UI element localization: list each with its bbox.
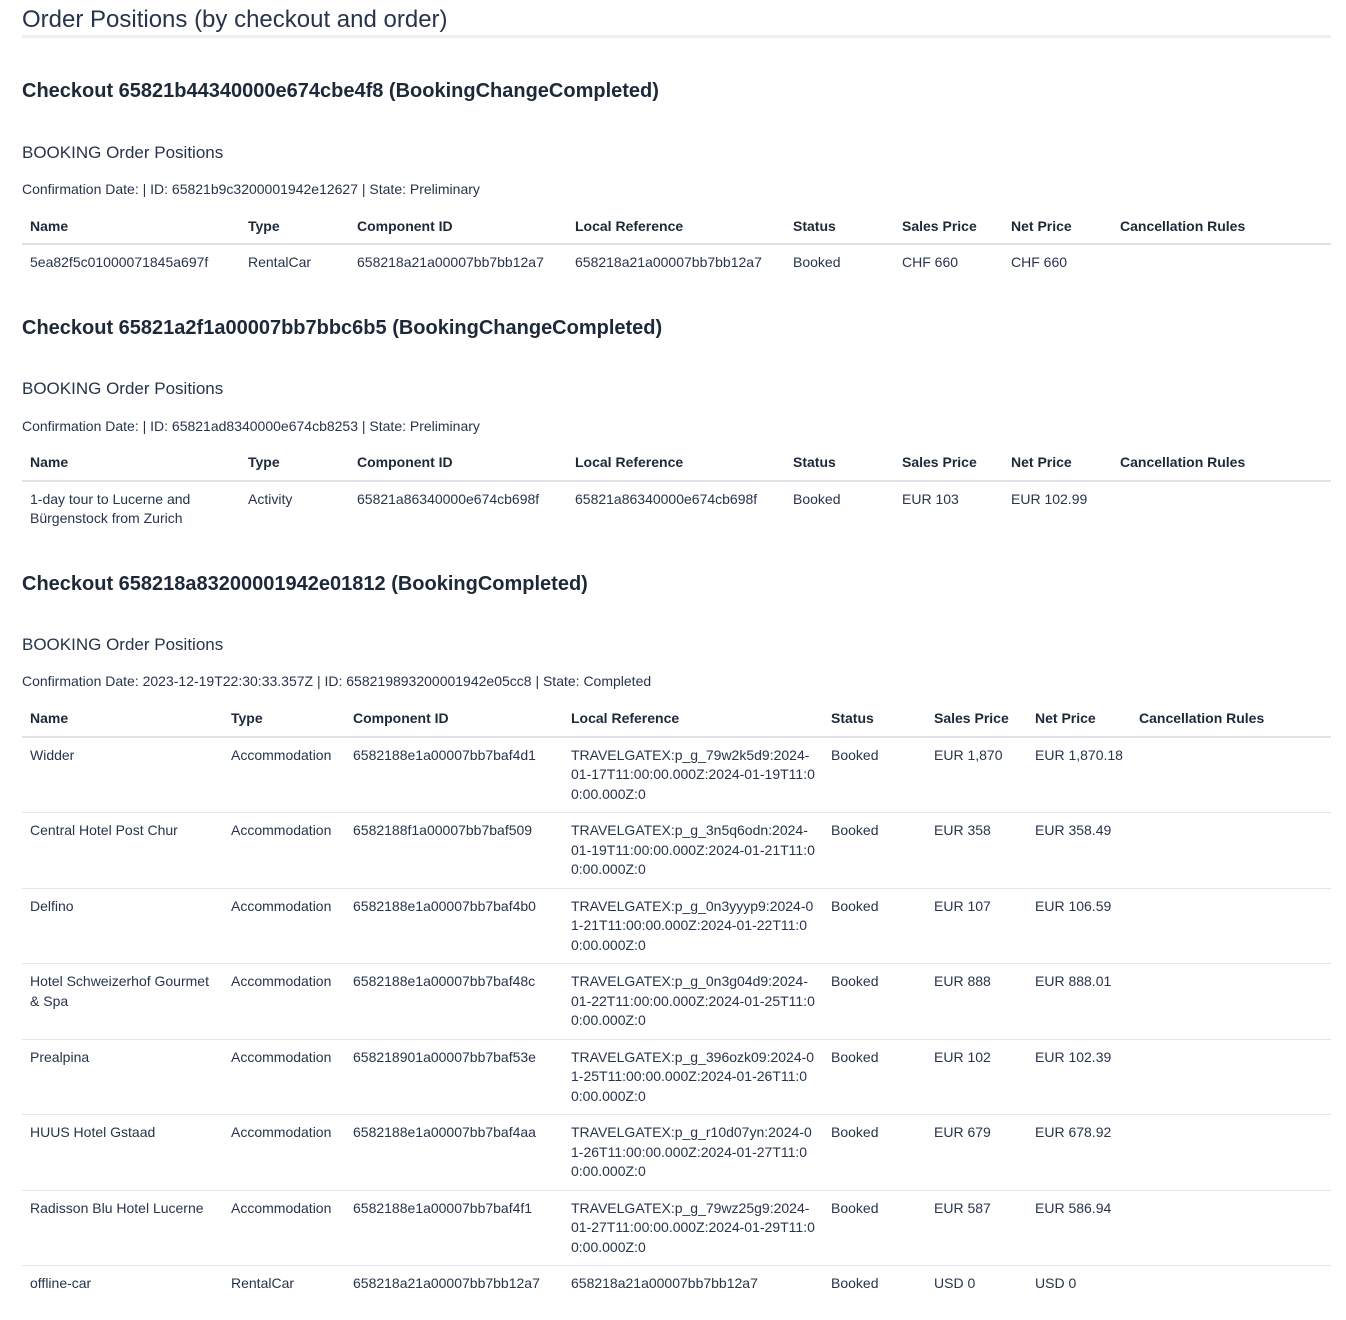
table-row: [22, 481, 1331, 537]
cell-cancellation-rules: [1112, 481, 1331, 537]
cell-status: Booked: [823, 1190, 926, 1266]
cell-component-id: 658218a21a00007bb7bb12a7: [353, 1275, 540, 1291]
cell-cancellation-rules: [1131, 737, 1331, 813]
cell-name: Delfino: [22, 888, 223, 964]
cell-name: Prealpina: [22, 1039, 223, 1115]
column-header-net-price: Net Price: [1003, 445, 1112, 481]
checkout-title: Checkout 65821b44340000e674cbe4f8 (BookingChangeCompleted): [22, 80, 659, 102]
column-header-name: Name: [22, 701, 223, 737]
cell-name: Radisson Blu Hotel Lucerne: [22, 1190, 223, 1266]
table-row: [22, 244, 1331, 281]
table-row: [22, 737, 1331, 813]
cell-cancellation-rules: [1131, 888, 1331, 964]
cell-component-id: 6582188e1a00007bb7baf48c: [345, 964, 563, 1040]
confirmation-meta: Confirmation Date: | ID: 65821ad8340000e674cb8253 | State: Preliminary: [22, 417, 480, 434]
cell-status: Booked: [823, 964, 926, 1040]
cell-local-reference: TRAVELGATEX:p_g_79wz25g9:2024-01-27T11:00:00.000Z:2024-01-29T11:00:00.000Z:0: [563, 1190, 823, 1266]
cell-sales-price: EUR 107: [926, 888, 1027, 964]
column-header-cancellation-rules: Cancellation Rules: [1112, 445, 1331, 481]
cell-local-reference: 65821a86340000e674cb698f: [575, 490, 758, 507]
cell-status: Booked: [823, 1115, 926, 1191]
cell-name: HUUS Hotel Gstaad: [22, 1115, 223, 1191]
cell-status: Booked: [793, 490, 841, 507]
cell-type: Accommodation: [223, 1190, 345, 1266]
table-row: [22, 1266, 1331, 1302]
column-header-component-id: Component ID: [349, 445, 567, 481]
cell-net-price: EUR 1,870.18: [1027, 737, 1131, 813]
column-header-cancellation-rules: Cancellation Rules: [1112, 208, 1331, 244]
cell-type: Accommodation: [223, 1115, 345, 1191]
cell-cancellation-rules: [1131, 1039, 1331, 1115]
cell-sales-price: USD 0: [934, 1275, 976, 1291]
cell-local-reference: TRAVELGATEX:p_g_0n3yyyp9:2024-01-21T11:00:00.000Z:2024-01-22T11:00:00.000Z:0: [563, 888, 823, 964]
cell-name: Central Hotel Post Chur: [22, 813, 223, 889]
checkout-section: [22, 537, 1331, 1302]
cell-sales-price: EUR 1,870: [926, 737, 1027, 813]
column-header-status: Status: [785, 208, 894, 244]
cell-net-price: USD 0: [1035, 1275, 1077, 1291]
booking-section-title: BOOKING Order Positions: [22, 378, 224, 398]
cell-component-id: 6582188e1a00007bb7baf4f1: [345, 1190, 563, 1266]
cell-name: Hotel Schweizerhof Gourmet & Spa: [22, 964, 223, 1040]
cell-status: Booked: [793, 254, 841, 270]
order-positions-table: [22, 701, 1331, 1302]
table-row: [22, 1190, 1331, 1266]
cell-local-reference: TRAVELGATEX:p_g_3n5q6odn:2024-01-19T11:00:00.000Z:2024-01-21T11:00:00.000Z:0: [563, 813, 823, 889]
cell-component-id: 6582188e1a00007bb7baf4d1: [345, 737, 563, 813]
order-positions-table: [22, 208, 1331, 281]
column-header-type: Type: [240, 445, 349, 481]
cell-sales-price: EUR 679: [926, 1115, 1027, 1191]
cell-status: Booked: [823, 813, 926, 889]
cell-sales-price: EUR 358: [926, 813, 1027, 889]
confirmation-meta: Confirmation Date: | ID: 65821b9c3200001942e12627 | State: Preliminary: [22, 181, 480, 197]
cell-name: 1-day tour to Lucerne and Bürgenstock from Zurich: [30, 490, 191, 526]
checkout-section: [22, 38, 1331, 281]
cell-sales-price: EUR 587: [926, 1190, 1027, 1266]
cell-type: Accommodation: [223, 888, 345, 964]
table-row: [22, 888, 1331, 964]
cell-net-price: EUR 102.39: [1027, 1039, 1131, 1115]
column-header-sales-price: Sales Price: [894, 445, 1003, 481]
cell-type: Accommodation: [223, 1039, 345, 1115]
column-header-type: Type: [223, 701, 345, 737]
cell-cancellation-rules: [1112, 244, 1331, 281]
cell-net-price: EUR 102.99: [1011, 490, 1088, 507]
column-header-type: Type: [240, 208, 349, 244]
cell-type: Accommodation: [223, 737, 345, 813]
column-header-local-reference: Local Reference: [567, 208, 785, 244]
cell-cancellation-rules: [1131, 1190, 1331, 1266]
table-row: [22, 813, 1331, 889]
cell-sales-price: EUR 888: [926, 964, 1027, 1040]
cell-type: RentalCar: [248, 254, 312, 270]
cell-status: Booked: [823, 737, 926, 813]
table-row: [22, 964, 1331, 1040]
cell-local-reference: 658218a21a00007bb7bb12a7: [571, 1275, 758, 1291]
cell-component-id: 658218901a00007bb7baf53e: [345, 1039, 563, 1115]
cell-sales-price: EUR 103: [902, 490, 959, 507]
column-header-local-reference: Local Reference: [563, 701, 823, 737]
cell-local-reference: TRAVELGATEX:p_g_396ozk09:2024-01-25T11:00:00.000Z:2024-01-26T11:00:00.000Z:0: [563, 1039, 823, 1115]
checkout-title: Checkout 65821a2f1a00007bb7bbc6b5 (BookingChangeCompleted): [22, 316, 663, 339]
cell-name: offline-car: [30, 1275, 92, 1291]
cell-name: 5ea82f5c01000071845a697f: [30, 254, 209, 270]
column-header-status: Status: [785, 445, 894, 481]
cell-net-price: EUR 106.59: [1027, 888, 1131, 964]
table-header-row: [22, 208, 1331, 244]
cell-net-price: CHF 660: [1011, 254, 1068, 270]
cell-status: Booked: [831, 1275, 879, 1291]
table-row: [22, 1115, 1331, 1191]
column-header-component-id: Component ID: [345, 701, 563, 737]
checkout-section: [22, 281, 1331, 537]
cell-local-reference: TRAVELGATEX:p_g_79w2k5d9:2024-01-17T11:00:00.000Z:2024-01-19T11:00:00.000Z:0: [563, 737, 823, 813]
cell-cancellation-rules: [1131, 813, 1331, 889]
table-row: [22, 1039, 1331, 1115]
column-header-net-price: Net Price: [1003, 208, 1112, 244]
cell-type: Accommodation: [223, 813, 345, 889]
cell-net-price: EUR 358.49: [1027, 813, 1131, 889]
cell-type: RentalCar: [231, 1275, 295, 1291]
cell-net-price: EUR 888.01: [1027, 964, 1131, 1040]
table-header-row: [22, 701, 1331, 737]
cell-status: Booked: [823, 888, 926, 964]
cell-component-id: 6582188e1a00007bb7baf4aa: [345, 1115, 563, 1191]
cell-status: Booked: [823, 1039, 926, 1115]
column-header-sales-price: Sales Price: [926, 701, 1027, 737]
page-title: Order Positions (by checkout and order): [22, 0, 1331, 38]
column-header-cancellation-rules: Cancellation Rules: [1131, 701, 1331, 737]
confirmation-meta: Confirmation Date: 2023-12-19T22:30:33.357Z | ID: 658219893200001942e05cc8 | State: Completed: [22, 672, 652, 689]
cell-sales-price: CHF 660: [902, 254, 959, 270]
cell-cancellation-rules: [1131, 1266, 1331, 1302]
column-header-local-reference: Local Reference: [567, 445, 785, 481]
cell-component-id: 6582188e1a00007bb7baf4b0: [345, 888, 563, 964]
cell-local-reference: TRAVELGATEX:p_g_r10d07yn:2024-01-26T11:00:00.000Z:2024-01-27T11:00:00.000Z:0: [563, 1115, 823, 1191]
column-header-name: Name: [22, 208, 240, 244]
checkout-title: Checkout 658218a83200001942e01812 (BookingCompleted): [22, 572, 588, 595]
order-positions-table: [22, 445, 1331, 537]
column-header-status: Status: [823, 701, 926, 737]
cell-local-reference: 658218a21a00007bb7bb12a7: [575, 254, 762, 270]
cell-type: Activity: [248, 490, 293, 507]
cell-type: Accommodation: [223, 964, 345, 1040]
cell-cancellation-rules: [1131, 964, 1331, 1040]
cell-sales-price: EUR 102: [926, 1039, 1027, 1115]
booking-section-title: BOOKING Order Positions: [22, 634, 224, 654]
cell-component-id: 65821a86340000e674cb698f: [357, 490, 540, 507]
cell-component-id: 6582188f1a00007bb7baf509: [345, 813, 563, 889]
column-header-name: Name: [22, 445, 240, 481]
cell-component-id: 658218a21a00007bb7bb12a7: [357, 254, 544, 270]
table-header-row: [22, 445, 1331, 481]
booking-section-title: BOOKING Order Positions: [22, 143, 224, 162]
column-header-sales-price: Sales Price: [894, 208, 1003, 244]
column-header-component-id: Component ID: [349, 208, 567, 244]
cell-cancellation-rules: [1131, 1115, 1331, 1191]
cell-name: Widder: [22, 737, 223, 813]
cell-local-reference: TRAVELGATEX:p_g_0n3g04d9:2024-01-22T11:00:00.000Z:2024-01-25T11:00:00.000Z:0: [563, 964, 823, 1040]
cell-net-price: EUR 678.92: [1027, 1115, 1131, 1191]
cell-net-price: EUR 586.94: [1027, 1190, 1131, 1266]
column-header-net-price: Net Price: [1027, 701, 1131, 737]
